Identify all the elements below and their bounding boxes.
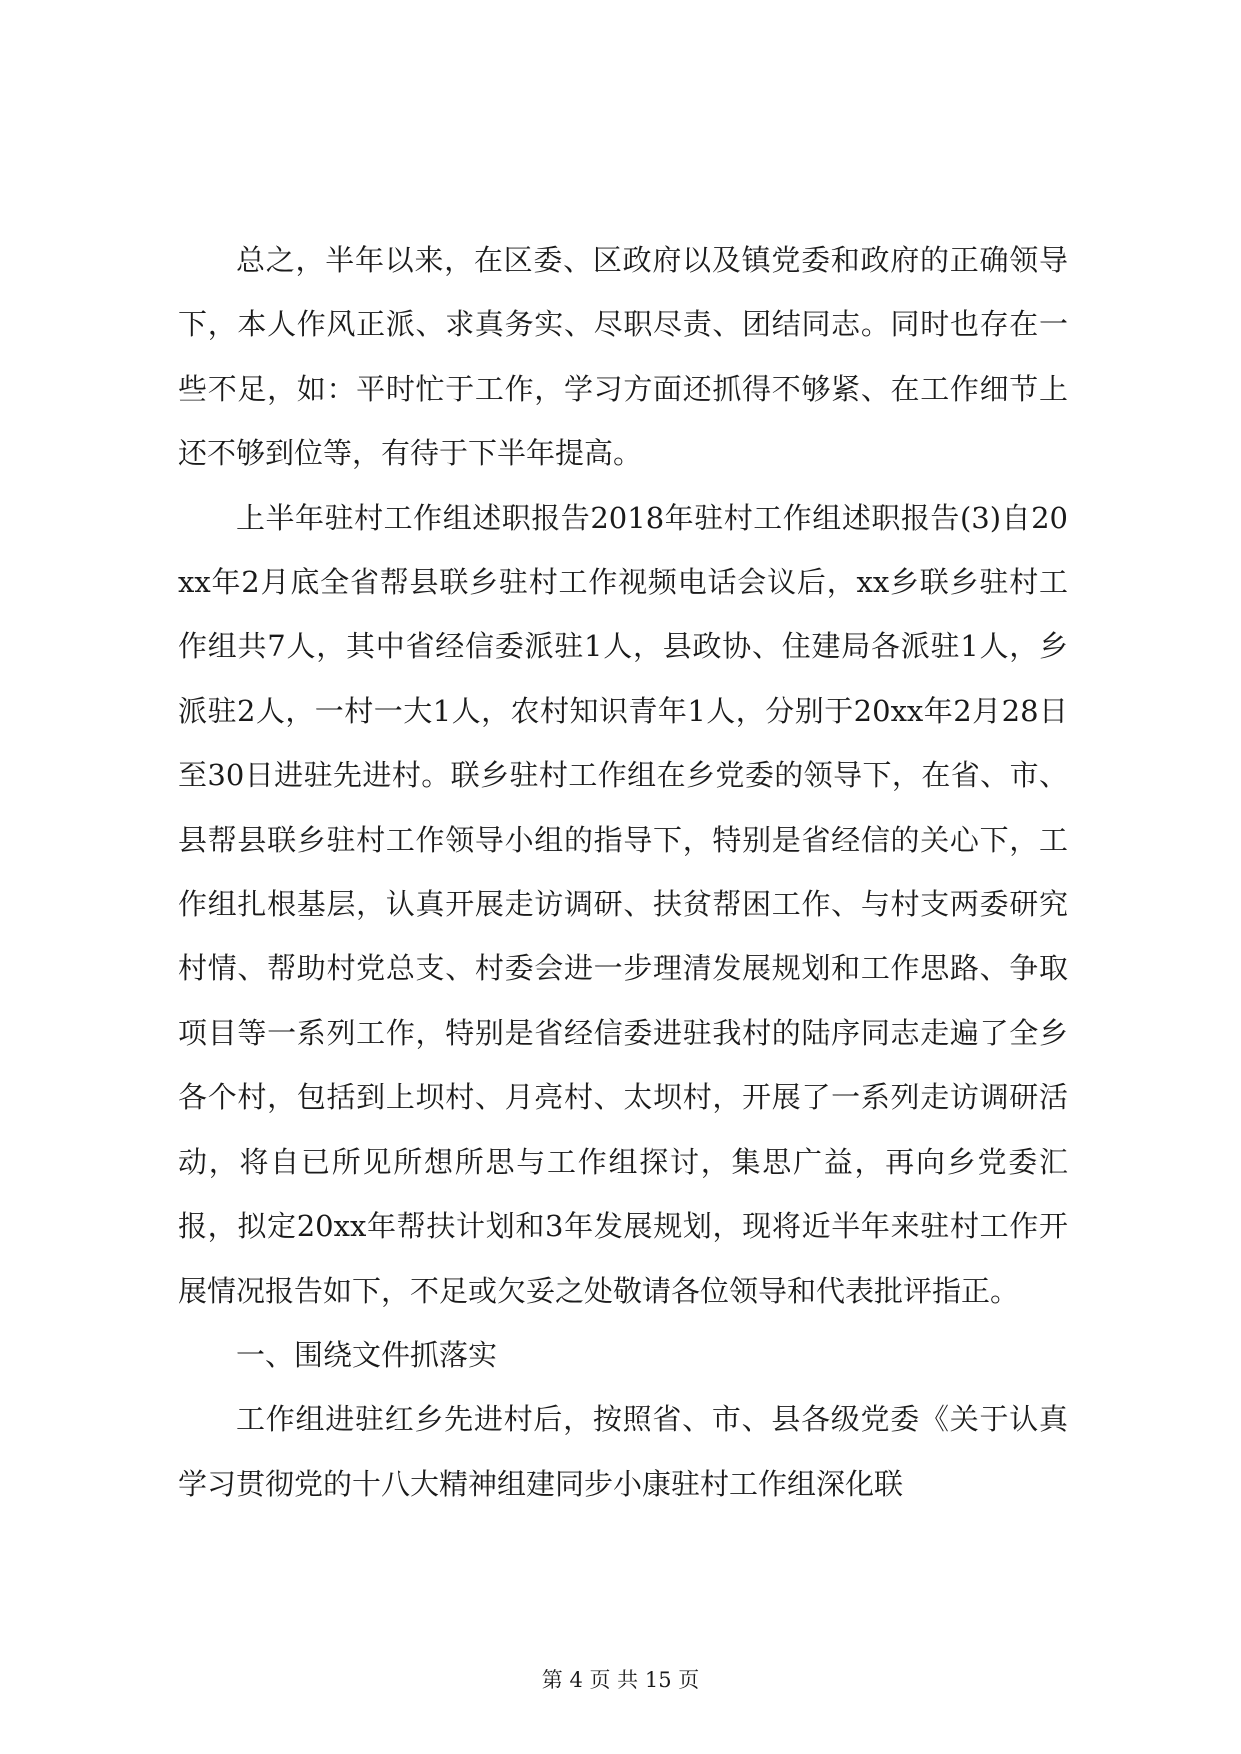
document-body xyxy=(178,228,1068,1516)
paragraph-summary: 总之，半年以来，在区委、区政府以及镇党委和政府的正确领导下，本人作风正派、求真务实、尽职尽责、团结同志。同时也存在一些不足，如：平时忙于工作，学习方面还抓得不够紧、在工作细节上还不够到位等，有待于下半年提高。 xyxy=(178,243,1068,471)
paragraph-section-body: 工作组进驻红乡先进村后，按照省、市、县各级党委《关于认真学习贯彻党的十八大精神组建同步小康驻村工作组深化联 xyxy=(178,1402,1068,1501)
section-heading: 一、围绕文件抓落实 xyxy=(236,1337,498,1372)
page-number-footer: 第 4 页 共 15 页 xyxy=(541,1668,700,1692)
paragraph-report-intro: 上半年驻村工作组述职报告2018年驻村工作组述职报告(3)自20xx年2月底全省帮县联乡驻村工作视频电话会议后，xx乡联乡驻村工作组共7人，其中省经信委派驻1人，县政协、住建局各派驻1人，乡派驻2人，一村一大1人，农村知识青年1人，分别于20xx年2月28日至30日进驻先进村。联乡驻村工作组在乡党委的领导下，在省、市、县帮县联乡驻村工作领导小组的指导下，特别是省经信的关心下，工作组扎根基层，认真开展走访调研、扶贫帮困工作、与村支两委研究村情、帮助村党总支、村委会进一步理清发展规划和工作思路、争取项目等一系列工作，特别是省经信委进驻我村的陆序同志走遍了全乡各个村，包括到上坝村、月亮村、太坝村，开展了一系列走访调研活动，将自已所见所想所思与工作组探讨，集思广益，再向乡党委汇报，拟定20xx年帮扶计划和3年发展规划，现将近半年来驻村工作开展情况报告如下，不足或欠妥之处敬请各位领导和代表批评指正。 xyxy=(178,500,1068,1308)
